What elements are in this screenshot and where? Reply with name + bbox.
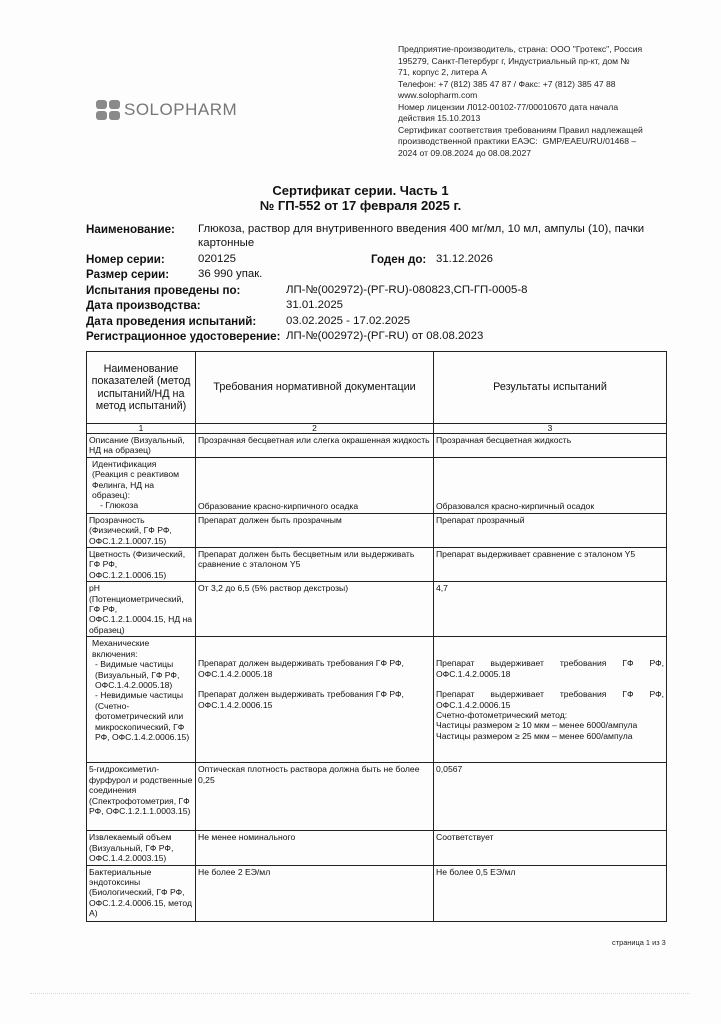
header-requirements: Требования нормативной документации <box>196 352 434 424</box>
title-line-2: № ГП-552 от 17 февраля 2025 г. <box>259 198 462 213</box>
indicator-cell <box>87 457 196 513</box>
table-row <box>87 637 667 763</box>
title-line-1: Сертификат серии. Часть 1 <box>272 183 449 198</box>
production-date-label: Дата производства: <box>86 299 201 312</box>
indicator-cell: pH (Потенциометрический, ГФ РФ, ОФС.1.2.1.0004.15, НД на образец) <box>87 582 196 637</box>
result-text: Препарат выдерживает требования ГФ РФ, ОФС.1.4.2.0005.18 <box>436 658 664 679</box>
requirement-text: Препарат должен выдерживать требования ГФ РФ, ОФС.1.4.2.0005.18 <box>198 658 404 679</box>
indicator-subitem: - Глюкоза <box>100 500 139 511</box>
series-label: Номер серии: <box>86 253 165 266</box>
size-value: 36 990 упак. <box>198 268 263 280</box>
result-text: Препарат выдерживает требования ГФ РФ, ОФС.1.4.2.0006.15 <box>436 689 664 710</box>
result-cell: Соответствует <box>434 831 667 865</box>
table-row <box>87 865 667 921</box>
manufacturer-line: Сертификат соответствия требованиям Правил надлежащей <box>398 124 643 135</box>
result-text: Частицы размером ≥ 25 мкм – менее 600/ампула <box>436 730 633 741</box>
column-number: 1 <box>87 424 196 434</box>
column-number: 3 <box>434 424 667 434</box>
registration-value: ЛП-№(002972)-(РГ-RU) от 08.08.2023 <box>286 330 484 342</box>
results-table <box>86 351 667 922</box>
header-indicator: Наименование показателей (метод испытаний/НД на метод испытаний) <box>87 352 196 424</box>
manufacturer-line: 195279, Санкт-Петербург г, Индустриальный пр-кт, дом № <box>398 55 630 66</box>
test-date-value: 03.02.2025 - 17.02.2025 <box>286 315 411 327</box>
indicator-cell: Прозрачность (Физический, ГФ РФ, ОФС.1.2.1.0007.15) <box>87 513 196 547</box>
tests-value: ЛП-№(002972)-(РГ-RU)-080823,СП-ГП-0005-8 <box>286 284 528 296</box>
requirement-text: Образование красно-кирпичного осадка <box>198 501 359 512</box>
table-row <box>87 513 667 547</box>
indicator-cell <box>87 637 196 763</box>
name-label: Наименование: <box>86 223 175 236</box>
result-cell <box>434 637 667 763</box>
requirement-cell: Препарат должен быть бесцветным или выдерживать сравнение с эталоном Y5 <box>196 548 434 582</box>
logo-mark-icon <box>96 100 120 120</box>
requirement-cell <box>196 637 434 763</box>
result-cell: Препарат прозрачный <box>434 513 667 547</box>
result-cell: Прозрачная бесцветная жидкость <box>434 434 667 458</box>
manufacturer-line: Предприятие-производитель, страна: ООО "Гротекс", Россия <box>398 44 643 54</box>
tests-label: Испытания проведены по: <box>86 284 241 297</box>
size-label: Размер серии: <box>86 268 170 281</box>
result-cell <box>434 457 667 513</box>
requirement-cell: От 3,2 до 6,5 (5% раствор декстрозы) <box>196 582 434 637</box>
document-title <box>0 183 721 213</box>
expiry-label: Годен до: <box>371 253 427 266</box>
result-text: Образовался красно-кирпичный осадок <box>436 501 595 512</box>
requirement-cell: Не менее номинального <box>196 831 434 865</box>
manufacturer-line: 71, корпус 2, литера А <box>398 67 487 77</box>
table-row <box>87 457 667 513</box>
table-row <box>87 831 667 865</box>
requirement-cell: Прозрачная бесцветная или слегка окрашенная жидкость <box>196 434 434 458</box>
result-cell: 0,0567 <box>434 763 667 831</box>
manufacturer-line: Номер лицензии Л012-00102-77/00010670 дата начала <box>398 101 619 112</box>
manufacturer-line: Телефон: +7 (812) 385 47 87 / Факс: +7 (812) 385 47 88 <box>398 78 616 89</box>
indicator-subitem: - Видимые частицы (Визуальный, ГФ РФ, ОФС.1.4.2.0005.18) <box>95 659 180 690</box>
column-number: 2 <box>196 424 434 434</box>
registration-label: Регистрационное удостоверение: <box>86 330 281 343</box>
indicator-cell: Бактериальные эндотоксины (Биологический, ГФ РФ, ОФС.1.2.4.0006.15, метод А) <box>87 865 196 921</box>
table-header-row <box>87 352 667 424</box>
page-number: страница 1 из 3 <box>612 938 666 947</box>
indicator-text: Идентификация (Реакция с реактивом Фелинга, НД на образец): <box>92 458 180 501</box>
expiry-value: 31.12.2026 <box>436 253 494 265</box>
result-cell: Препарат выдерживает сравнение с эталоном Y5 <box>434 548 667 582</box>
logo-text: SOLOPHARM <box>124 100 238 119</box>
indicator-cell: Цветность (Физический, ГФ РФ, ОФС.1.2.1.0006.15) <box>87 548 196 582</box>
manufacturer-info <box>398 44 670 159</box>
result-cell: Не более 0,5 ЕЭ/мл <box>434 865 667 921</box>
indicator-cell: 5-гидроксиметил-фурфурол и родственные соединения (Спектрофотометрия, ГФ РФ, ОФС.1.2.1.1.0003.15) <box>87 763 196 831</box>
production-date-value: 31.01.2025 <box>286 299 344 311</box>
name-value-line-1: Глюкоза, раствор для внутривенного введения 400 мг/мл, 10 мл, ампулы (10), пачки <box>198 223 645 235</box>
table-row <box>87 434 667 458</box>
company-logo <box>96 100 237 120</box>
table-row <box>87 548 667 582</box>
table-row <box>87 763 667 831</box>
test-date-label: Дата проведения испытаний: <box>86 315 257 328</box>
page-edge-divider <box>30 993 690 994</box>
series-value: 020125 <box>198 253 237 265</box>
requirement-cell <box>196 457 434 513</box>
requirement-cell: Не более 2 ЕЭ/мл <box>196 865 434 921</box>
manufacturer-line: производственной практики ЕАЭС: GMP/EAEU/RU/01468 – <box>398 136 637 146</box>
result-cell: 4,7 <box>434 582 667 637</box>
indicator-cell: Описание (Визуальный, НД на образец) <box>87 434 196 458</box>
indicator-text: Механические включения: <box>92 638 150 659</box>
name-value-line-2: картонные <box>198 237 255 249</box>
header-results: Результаты испытаний <box>434 352 667 424</box>
manufacturer-line: действия 15.10.2013 <box>398 113 481 123</box>
manufacturer-line: www.solopharm.com <box>398 90 478 100</box>
indicator-cell: Извлекаемый объем (Визуальный, ГФ РФ, ОФС.1.4.2.0003.15) <box>87 831 196 865</box>
result-text: Частицы размером ≥ 10 мкм – менее 6000/ампула <box>436 720 638 731</box>
indicator-subitem: - Невидимые частицы (Счетно-фотометрический или микроскопический, ГФ РФ, ОФС.1.4.2.0006.15) <box>95 690 190 742</box>
table-row <box>87 582 667 637</box>
table-number-row <box>87 424 667 434</box>
manufacturer-line: 2024 от 09.08.2024 до 08.08.2027 <box>398 147 532 158</box>
requirement-cell: Препарат должен быть прозрачным <box>196 513 434 547</box>
requirement-cell: Оптическая плотность раствора должна быть не более 0,25 <box>196 763 434 831</box>
requirement-text: Препарат должен выдерживать требования ГФ РФ, ОФС.1.4.2.0006.15 <box>198 689 404 710</box>
result-text: Счетно-фотометрический метод: <box>436 709 568 720</box>
